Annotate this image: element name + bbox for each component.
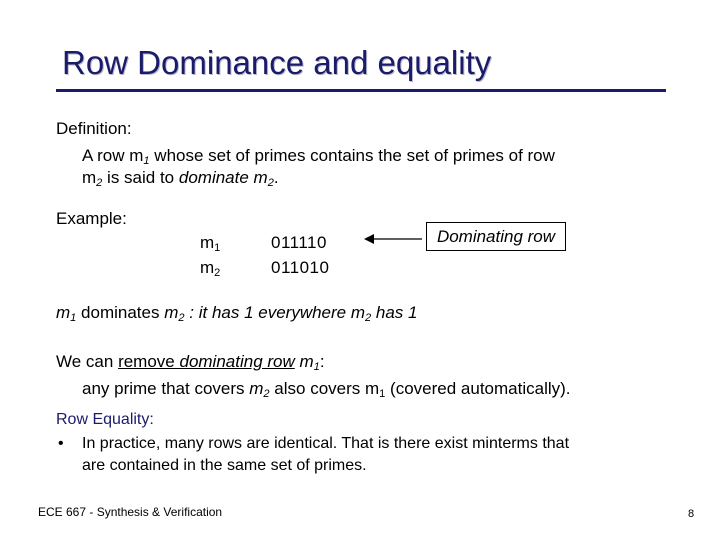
definition-line-1: A row $m_1$ whose set of primes contains the set of primes of row: [82, 146, 555, 167]
row-equality-line-2: are contained in the same set of primes.: [82, 457, 367, 474]
example-row1-label: $m_1$: [200, 233, 221, 254]
example-row2-value: 011010: [271, 258, 330, 277]
definition-heading: Definition:: [56, 119, 132, 138]
row-equality-heading: Row Equality:: [56, 411, 154, 428]
example-heading: Example:: [56, 209, 127, 228]
remove-line-1: We can remove dominating row $m_1$:: [56, 352, 325, 373]
bullet-marker: •: [58, 435, 64, 452]
title-underline: [56, 89, 666, 92]
footer-course: ECE 667 - Synthesis & Verification: [38, 505, 223, 519]
dominating-row-annotation: Dominating row: [426, 222, 566, 251]
remove-line-2: any prime that covers $m_2$ also covers $m_1$ (covered automatically).: [82, 379, 571, 400]
example-row1-value: 011110: [271, 233, 327, 252]
row-equality-line-1: In practice, many rows are identical. That is there exist minterms that: [82, 435, 570, 452]
dominates-statement: $m_1$ dominates $m_2$ : it has 1 everywhere $m_2$ has 1: [56, 303, 418, 324]
left-arrow-icon: [364, 229, 424, 249]
slide-title: Row Dominance and equality: [62, 44, 492, 81]
page-number: 8: [688, 508, 695, 520]
definition-line-2: $m_2$ is said to dominate $m_2$.: [82, 168, 279, 189]
example-row2-label: $m_2$: [200, 258, 221, 279]
